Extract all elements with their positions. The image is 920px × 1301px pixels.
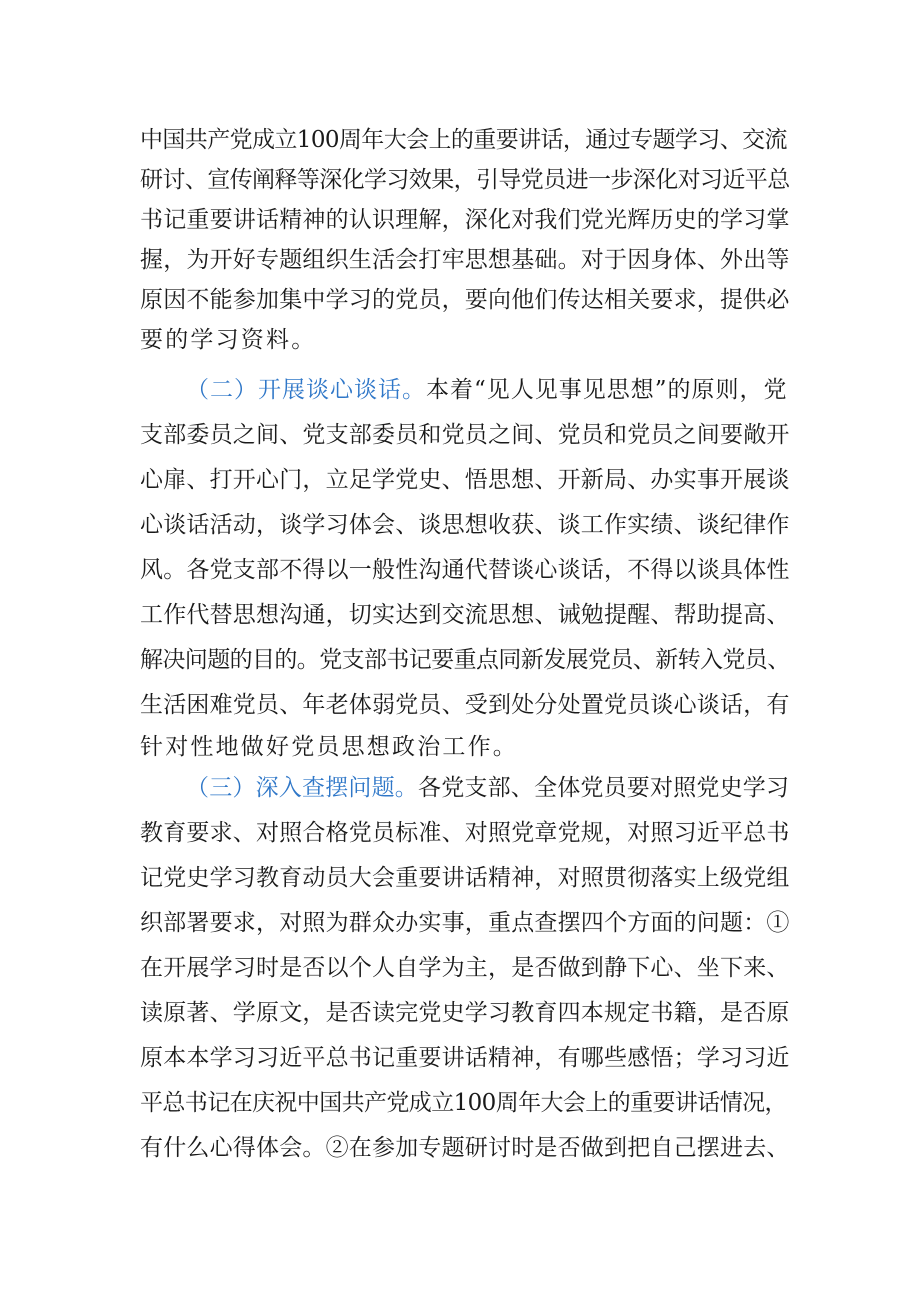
text-line: 支部委员之间、党支部委员和党员之间、党员和党员之间要敞开 — [140, 422, 790, 448]
text-span: 各党支部、全体党员要对照党史学习 — [418, 775, 790, 801]
text-line: 风。各党支部不得以一般性沟通代替谈心谈话，不得以谈具体性 — [140, 557, 790, 583]
text-line: 心谈话活动，谈学习体会、谈思想收获、谈工作实绩、谈纪律作 — [140, 512, 790, 538]
text-line: 解决问题的目的。党支部书记要重点同新发展党员、新转入党员、 — [140, 647, 790, 673]
text-line: 中国共产党成立100周年大会上的重要讲话，通过专题学习、交流 — [140, 127, 787, 153]
paragraph-first-line — [186, 375, 788, 405]
text-span: 本着“见人见事见思想”的原则，党 — [426, 377, 788, 403]
paragraph-first-line — [186, 773, 789, 803]
text-line: 有什么心得体会。②在参加专题研讨时是否做到把自己摆进去、 — [140, 1135, 790, 1161]
section-heading-2: （二）开展谈心谈话。 — [186, 377, 426, 403]
text-line: 生活困难党员、年老体弱党员、受到处分处置党员谈心谈话，有 — [140, 692, 790, 718]
text-line: 针对性地做好党员思想政治工作。 — [140, 734, 518, 760]
text-line: 教育要求、对照合格党员标准、对照党章党规，对照习近平总书 — [140, 820, 790, 846]
text-line: 心扉、打开心门，立足学党史、悟思想、开新局、办实事开展谈 — [140, 467, 790, 493]
text-line: 书记重要讲话精神的认识理解，深化对我们党光辉历史的学习掌 — [140, 207, 790, 233]
text-line: 在开展学习时是否以个人自学为主，是否做到静下心、坐下来、 — [140, 955, 790, 981]
text-line: 读原著、学原文，是否读完党史学习教育四本规定书籍，是否原 — [140, 1000, 790, 1026]
section-heading-3: （三）深入查摆问题。 — [186, 775, 418, 801]
text-line: 平总书记在庆祝中国共产党成立100周年大会上的重要讲话情况， — [140, 1090, 787, 1116]
text-line: 握，为开好专题组织生活会打牢思想基础。对于因身体、外出等 — [140, 247, 790, 273]
text-line: 工作代替思想沟通，切实达到交流思想、诫勉提醒、帮助提高、 — [140, 602, 790, 628]
text-line: 原因不能参加集中学习的党员，要向他们传达相关要求，提供必 — [140, 287, 790, 313]
text-line: 要的学习资料。 — [140, 327, 317, 353]
text-line: 研讨、宣传阐释等深化学习效果，引导党员进一步深化对习近平总 — [140, 167, 790, 193]
text-line: 原本本学习习近平总书记重要讲话精神，有哪些感悟；学习习近 — [140, 1045, 790, 1071]
text-line: 记党史学习教育动员大会重要讲话精神，对照贯彻落实上级党组 — [140, 865, 790, 891]
text-line: 织部署要求，对照为群众办实事，重点查摆四个方面的问题：① — [140, 910, 790, 936]
